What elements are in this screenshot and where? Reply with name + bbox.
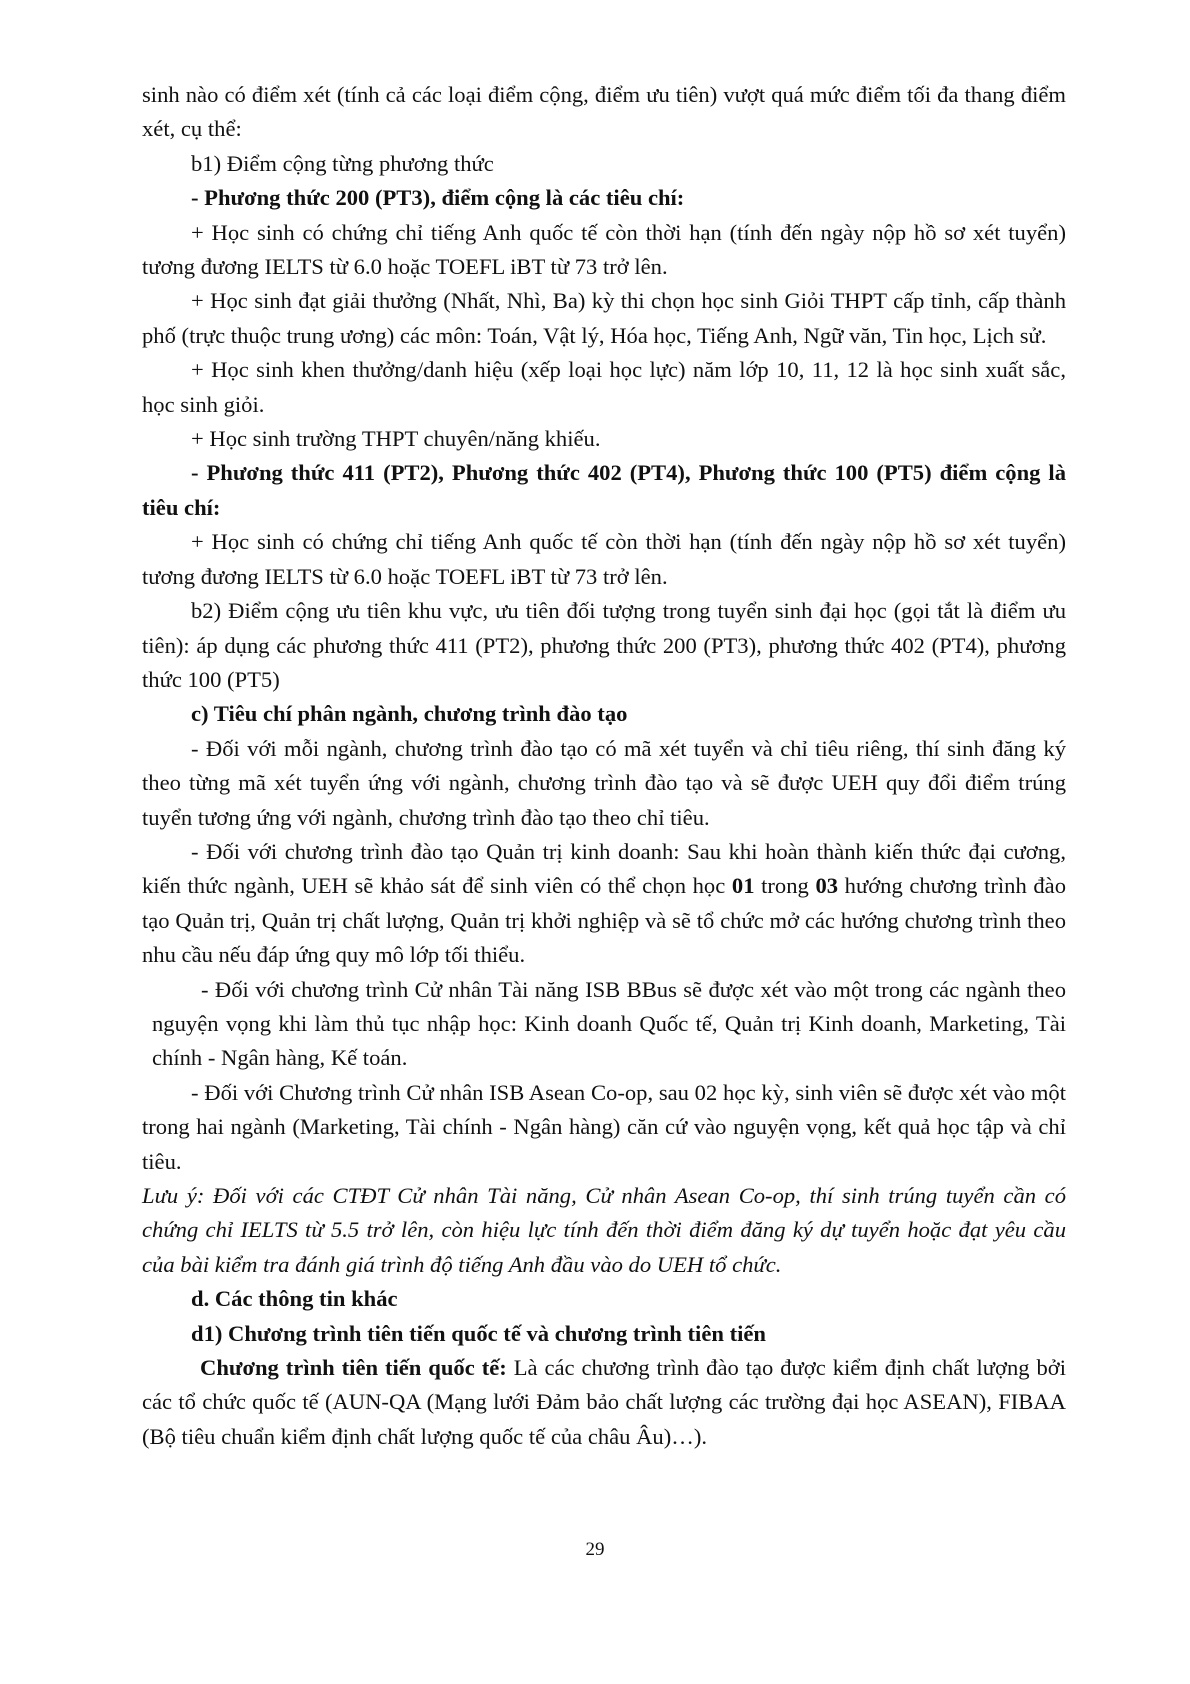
paragraph-isb-bbus: - Đối với chương trình Cử nhân Tài năng ISB BBus sẽ được xét vào một trong các ngành theo nguyện vọng khi làm thủ tục nhập học: Kinh doanh Quốc tế, Quản trị Kinh doanh, Marketing, Tài chính - Ngân hàng, Kế toán.	[152, 976, 1066, 1071]
heading-method-200: - Phương thức 200 (PT3), điểm cộng là các tiêu chí:	[191, 185, 685, 211]
business-admin-text-1: - Đối với chương trình đào tạo Quản trị kinh doanh: Sau khi hoàn thành kiến thức đại cương, kiến thức ngành, UEH sẽ khảo sát để sinh viên có thể chọn học	[142, 838, 1066, 899]
heading-d: d. Các thông tin khác	[191, 1286, 398, 1312]
paragraph-isb-asean-coop: - Đối với Chương trình Cử nhân ISB Asean Co-op, sau 02 học kỳ, sinh viên sẽ được xét vào một trong hai ngành (Marketing, Tài chính - Ngân hàng) căn cứ vào nguyện vọng, kết quả học tập và chỉ tiêu.	[142, 1079, 1066, 1174]
paragraph-international-advanced	[142, 1351, 1066, 1454]
international-advanced-label: Chương trình tiên tiến quốc tế:	[200, 1355, 507, 1381]
criterion-honors: + Học sinh khen thưởng/danh hiệu (xếp loại học lực) năm lớp 10, 11, 12 là học sinh xuất sắc, học sinh giỏi.	[142, 357, 1066, 417]
international-advanced-text: Là các chương trình đào tạo được kiểm định chất lượng bởi các tổ chức quốc tế (AUN-QA (Mạng lưới Đảm bảo chất lượng các trường đại học ASEAN), FIBAA (Bộ tiêu chuẩn kiểm định chất lượng quốc tế của châu Âu)…).	[142, 1355, 1066, 1449]
page-number: 29	[585, 1539, 605, 1560]
criterion-award: + Học sinh đạt giải thưởng (Nhất, Nhì, Ba) kỳ thi chọn học sinh Giỏi THPT cấp tỉnh, cấp thành phố (trực thuộc trung ương) các môn: Toán, Vật lý, Hóa học, Tiếng Anh, Ngữ văn, Tin học, Lịch sử.	[142, 288, 1066, 348]
business-admin-count-01: 01	[731, 873, 755, 899]
business-admin-text-3: hướng chương trình đào tạo Quản trị, Quản trị chất lượng, Quản trị khởi nghiệp và sẽ tổ chức mở các hướng chương trình theo nhu cầu nếu đáp ứng quy mô lớp tối thiểu.	[142, 873, 1066, 968]
heading-c: c) Tiêu chí phân ngành, chương trình đào tạo	[191, 701, 628, 727]
business-admin-text-2: trong	[761, 873, 809, 899]
heading-b1: b1) Điểm cộng từng phương thức	[191, 150, 494, 176]
criterion-ielts-pt2-pt4-pt5: + Học sinh có chứng chỉ tiếng Anh quốc tế còn thời hạn (tính đến ngày nộp hồ sơ xét tuyển) tương đương IELTS từ 6.0 hoặc TOEFL iBT từ 73 trở lên.	[142, 529, 1066, 589]
paragraph-business-admin	[142, 835, 1066, 973]
business-admin-count-03: 03	[815, 873, 839, 899]
note-ielts-requirement: Lưu ý: Đối với các CTĐT Cử nhân Tài năng, Cử nhân Asean Co-op, thí sinh trúng tuyển cần có chứng chỉ IELTS từ 5.5 trở lên, còn hiệu lực tính đến thời điểm đăng ký dự tuyển hoặc đạt yêu cầu của bài kiểm tra đánh giá trình độ tiếng Anh đầu vào do UEH tổ chức.	[142, 1183, 1066, 1277]
criterion-ielts-pt3: + Học sinh có chứng chỉ tiếng Anh quốc tế còn thời hạn (tính đến ngày nộp hồ sơ xét tuyển) tương đương IELTS từ 6.0 hoặc TOEFL iBT từ 73 trở lên.	[142, 219, 1066, 280]
document-body	[142, 78, 1066, 1454]
heading-method-411-402-100: - Phương thức 411 (PT2), Phương thức 402 (PT4), Phương thức 100 (PT5) điểm cộng là tiêu chí:	[142, 460, 1066, 520]
heading-d1: d1) Chương trình tiên tiến quốc tế và chương trình tiên tiến	[191, 1320, 766, 1346]
paragraph-intro: sinh nào có điểm xét (tính cả các loại điểm cộng, điểm ưu tiên) vượt quá mức điểm tối đa thang điểm xét, cụ thể:	[142, 82, 1066, 142]
criterion-specialized-school: + Học sinh trường THPT chuyên/năng khiếu.	[191, 426, 601, 452]
paragraph-each-major: - Đối với mỗi ngành, chương trình đào tạo có mã xét tuyển và chỉ tiêu riêng, thí sinh đăng ký theo từng mã xét tuyển ứng với ngành, chương trình đào tạo và sẽ được UEH quy đổi điểm trúng tuyển tương ứng với ngành, chương trình đào tạo theo chỉ tiêu.	[142, 735, 1066, 830]
paragraph-b2: b2) Điểm cộng ưu tiên khu vực, ưu tiên đối tượng trong tuyển sinh đại học (gọi tắt là điểm ưu tiên): áp dụng các phương thức 411 (PT2), phương thức 200 (PT3), phương thức 402 (PT4), phương thức 100 (PT5)	[142, 598, 1066, 692]
